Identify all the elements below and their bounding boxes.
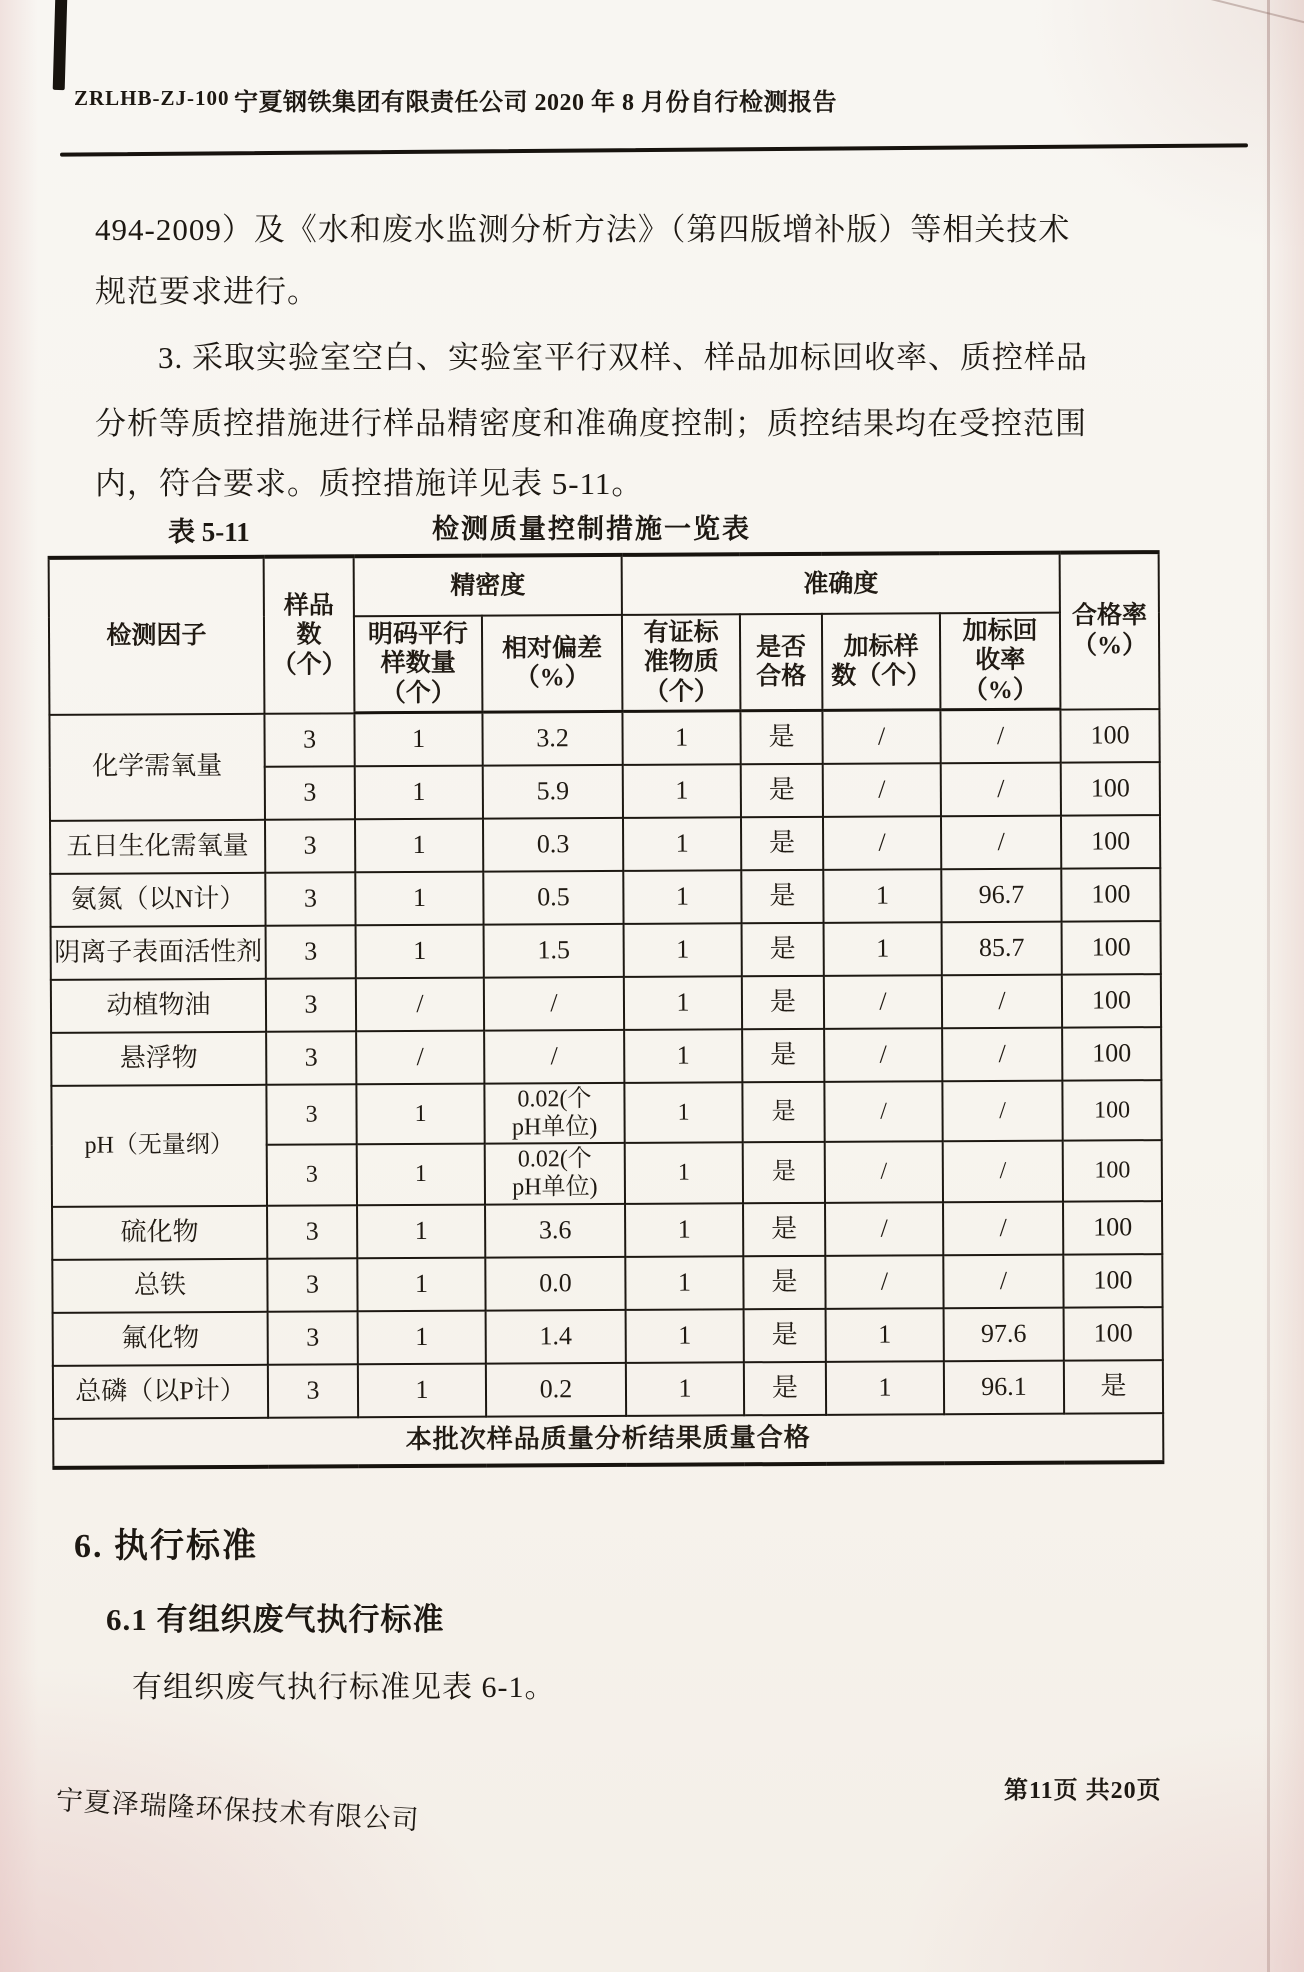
table-cell: 3 xyxy=(265,872,355,925)
table-cell: 1 xyxy=(355,818,483,872)
factor-cell: 化学需氧量 xyxy=(49,713,265,820)
table-cell: 3 xyxy=(267,1258,357,1311)
table-cell: 5.9 xyxy=(483,764,623,818)
table-cell: / xyxy=(943,1141,1063,1202)
factor-cell: 阴离子表面活性剂 xyxy=(51,925,266,979)
col-header-certified-material: 有证标 准物质 （个） xyxy=(622,614,741,711)
table-cell: 1 xyxy=(623,817,741,871)
table-row xyxy=(51,1080,1161,1146)
table-row xyxy=(53,1360,1163,1419)
table-row xyxy=(51,1027,1161,1086)
table-cell: 1 xyxy=(357,1144,485,1205)
table-header-row xyxy=(49,552,1159,618)
table-cell: 0.02(个 pH单位) xyxy=(485,1143,625,1204)
table-cell: 1 xyxy=(624,1082,742,1143)
table-cell: 是 xyxy=(742,975,824,1028)
table-cell: / xyxy=(823,763,941,817)
factor-cell: 总铁 xyxy=(52,1259,267,1313)
table-cell: / xyxy=(943,1201,1063,1255)
col-header-relative-deviation: 相对偏差 （%） xyxy=(482,615,623,712)
table-cell: / xyxy=(942,1080,1062,1141)
table-caption-title: 检测质量控制措施一览表 xyxy=(432,514,751,544)
footer-company-name: 宁夏泽瑞隆环保技术有限公司 xyxy=(55,1785,421,1836)
table-cell: 1 xyxy=(626,1309,744,1363)
table-cell: 1 xyxy=(625,1142,743,1203)
table-cell: 3 xyxy=(268,1311,358,1364)
table-cell: 1 xyxy=(623,764,741,818)
table-cell: 3 xyxy=(265,766,355,819)
table-cell: 100 xyxy=(1062,974,1161,1028)
paragraph-line: 494-2009）及《水和废水监测分析方法》（第四版增补版）等相关技术 xyxy=(95,212,1071,247)
table-cell: 3 xyxy=(267,1144,357,1205)
col-group-accuracy: 准确度 xyxy=(622,553,1060,615)
factor-cell: 氟化物 xyxy=(53,1312,268,1366)
paragraph-line: 规范要求进行。 xyxy=(95,274,319,309)
table-cell: 1 xyxy=(357,1204,485,1258)
table-cell: 3 xyxy=(266,978,356,1031)
document-code: ZRLHB-ZJ-100 xyxy=(74,86,230,110)
qc-measures-table xyxy=(48,550,1165,1470)
table-cell: 是 xyxy=(743,1142,825,1203)
table-cell: 3 xyxy=(265,819,355,872)
table-cell: / xyxy=(942,1027,1062,1081)
section-subheading: 6.1 有组织废气执行标准 xyxy=(106,1602,445,1637)
table-cell: 1 xyxy=(826,1308,944,1362)
qc-table-footer xyxy=(53,1413,1163,1468)
table-cell: / xyxy=(941,762,1061,816)
col-header-pass-rate: 合格率 （%） xyxy=(1060,552,1160,709)
factor-cell: 氨氮（以N计） xyxy=(50,872,265,926)
table-cell: / xyxy=(942,974,1062,1028)
col-header-qualified: 是否 合格 xyxy=(740,614,823,711)
table-cell: 3 xyxy=(268,1364,358,1417)
col-header-spike-recovery: 加标回 收率 （%） xyxy=(940,613,1061,710)
factor-cell: 动植物油 xyxy=(51,978,266,1032)
paragraph-line: 内，符合要求。质控措施详见表 5-11。 xyxy=(95,466,644,501)
table-cell: 1 xyxy=(826,1361,944,1415)
table-cell: 100 xyxy=(1062,921,1161,975)
table-cell: 3 xyxy=(266,1084,356,1145)
page-header-title: 宁夏钢铁集团有限责任公司 2020 年 8 月份自行检测报告 xyxy=(234,90,837,116)
table-row xyxy=(52,1254,1162,1313)
col-header-factor: 检测因子 xyxy=(49,557,265,715)
table-row xyxy=(51,921,1161,980)
scan-crease-line xyxy=(1267,0,1270,1972)
table-cell: 3 xyxy=(266,1031,356,1084)
table-cell: 100 xyxy=(1060,709,1159,763)
table-cell: 1 xyxy=(623,870,741,924)
table-cell: 97.6 xyxy=(944,1307,1064,1361)
table-cell: 1.4 xyxy=(486,1310,626,1364)
table-row xyxy=(49,709,1159,768)
table-cell: / xyxy=(484,1029,624,1083)
col-header-sample-count: 样品 数 （个） xyxy=(264,556,355,713)
table-cell: / xyxy=(941,815,1061,869)
table-cell: / xyxy=(825,1202,943,1256)
table-cell: 是 xyxy=(1064,1360,1163,1414)
section-heading: 6. 执行标准 xyxy=(74,1528,258,1565)
footer-page-number: 第11页 共20页 xyxy=(1004,1778,1162,1804)
table-cell: 是 xyxy=(742,922,824,975)
table-cell: 0.2 xyxy=(486,1363,626,1417)
table-row xyxy=(53,1307,1163,1366)
table-cell: / xyxy=(825,1255,943,1309)
table-cell: 1 xyxy=(624,1029,742,1083)
table-cell: 100 xyxy=(1063,1140,1162,1201)
table-row xyxy=(50,815,1160,874)
table-cell: / xyxy=(824,1028,942,1082)
header-rule xyxy=(60,143,1248,156)
scan-corner-line xyxy=(1170,0,1304,26)
table-cell: 1 xyxy=(824,922,942,976)
table-cell: 3 xyxy=(264,713,354,766)
table-footer-note: 本批次样品质量分析结果质量合格 xyxy=(53,1413,1163,1468)
table-cell: 100 xyxy=(1061,762,1160,816)
table-row xyxy=(50,868,1160,927)
table-cell: 1 xyxy=(358,1310,486,1364)
table-cell: 96.1 xyxy=(944,1360,1064,1414)
col-header-spiked-samples: 加标样 数（个） xyxy=(822,613,941,710)
table-cell: 0.5 xyxy=(483,870,623,924)
table-cell: 1 xyxy=(624,976,742,1030)
table-cell: 1 xyxy=(355,871,483,925)
table-cell: 3.2 xyxy=(482,711,622,765)
table-cell: 100 xyxy=(1062,1080,1161,1141)
table-cell: 0.3 xyxy=(483,817,623,871)
table-cell: 96.7 xyxy=(941,868,1061,922)
table-cell: 1 xyxy=(358,1363,486,1417)
factor-cell: 硫化物 xyxy=(52,1206,267,1260)
table-cell: / xyxy=(356,977,484,1031)
table-cell: 是 xyxy=(742,1028,824,1081)
table-cell: 1 xyxy=(622,711,740,765)
paragraph-line: 3. 采取实验室空白、实验室平行双样、样品加标回收率、质控样品 xyxy=(158,340,1088,375)
table-cell: 1 xyxy=(357,1257,485,1311)
table-row xyxy=(52,1201,1162,1260)
col-group-precision: 精密度 xyxy=(354,555,622,616)
table-cell: 100 xyxy=(1064,1307,1163,1361)
qc-table-header xyxy=(49,552,1160,714)
table-cell: / xyxy=(824,1081,942,1142)
section-text: 有组织废气执行标准见表 6-1。 xyxy=(132,1671,556,1704)
table-cell: / xyxy=(943,1254,1063,1308)
table-cell: 100 xyxy=(1061,815,1160,869)
table-cell: 1 xyxy=(625,1256,743,1310)
table-cell: 是 xyxy=(743,1203,825,1256)
table-cell: 100 xyxy=(1062,1027,1161,1081)
table-cell: 是 xyxy=(744,1362,826,1415)
table-cell: 是 xyxy=(741,816,823,869)
factor-cell: 悬浮物 xyxy=(51,1031,266,1085)
factor-cell: 总磷（以P计） xyxy=(53,1365,268,1419)
table-cell: / xyxy=(940,709,1060,763)
paragraph-line: 分析等质控措施进行样品精密度和准确度控制；质控结果均在受控范围 xyxy=(95,406,1087,441)
scan-artifact-bar xyxy=(53,0,68,90)
table-cell: 是 xyxy=(744,1309,826,1362)
table-cell: 1 xyxy=(354,712,482,766)
table-cell: 1 xyxy=(626,1362,744,1416)
table-cell: 100 xyxy=(1061,868,1160,922)
table-cell: 是 xyxy=(740,710,822,763)
table-cell: 是 xyxy=(743,1256,825,1309)
table-cell: / xyxy=(825,1141,943,1202)
table-cell: / xyxy=(823,816,941,870)
factor-cell: pH（无量纲） xyxy=(51,1084,267,1206)
qc-table-body xyxy=(49,709,1163,1419)
table-cell: 0.02(个 pH单位) xyxy=(484,1082,624,1143)
table-cell: 85.7 xyxy=(942,921,1062,975)
table-cell: 1 xyxy=(356,1083,484,1144)
table-cell: 1 xyxy=(625,1203,743,1257)
table-cell: 是 xyxy=(742,1081,824,1142)
table-cell: 是 xyxy=(741,869,823,922)
table-cell: 3 xyxy=(266,925,356,978)
table-cell: 0.0 xyxy=(485,1257,625,1311)
table-cell: 是 xyxy=(741,763,823,816)
table-caption-label: 表 5-11 xyxy=(168,517,250,547)
table-cell: 1 xyxy=(624,923,742,977)
table-cell: 1 xyxy=(823,869,941,923)
table-footer-row xyxy=(53,1413,1163,1468)
table-cell: / xyxy=(824,975,942,1029)
table-row xyxy=(51,974,1161,1033)
table-cell: 1.5 xyxy=(484,923,624,977)
table-cell: 100 xyxy=(1063,1201,1162,1255)
col-header-parallel-samples: 明码平行 样数量 （个） xyxy=(354,616,483,713)
table-cell: 3 xyxy=(267,1205,357,1258)
factor-cell: 五日生化需氧量 xyxy=(50,819,265,873)
table-cell: 3.6 xyxy=(485,1204,625,1258)
table-cell: 1 xyxy=(355,765,483,819)
table-cell: / xyxy=(356,1030,484,1084)
table-cell: 100 xyxy=(1063,1254,1162,1308)
table-cell: / xyxy=(484,976,624,1030)
table-cell: / xyxy=(822,710,940,764)
table-cell: 1 xyxy=(356,924,484,978)
